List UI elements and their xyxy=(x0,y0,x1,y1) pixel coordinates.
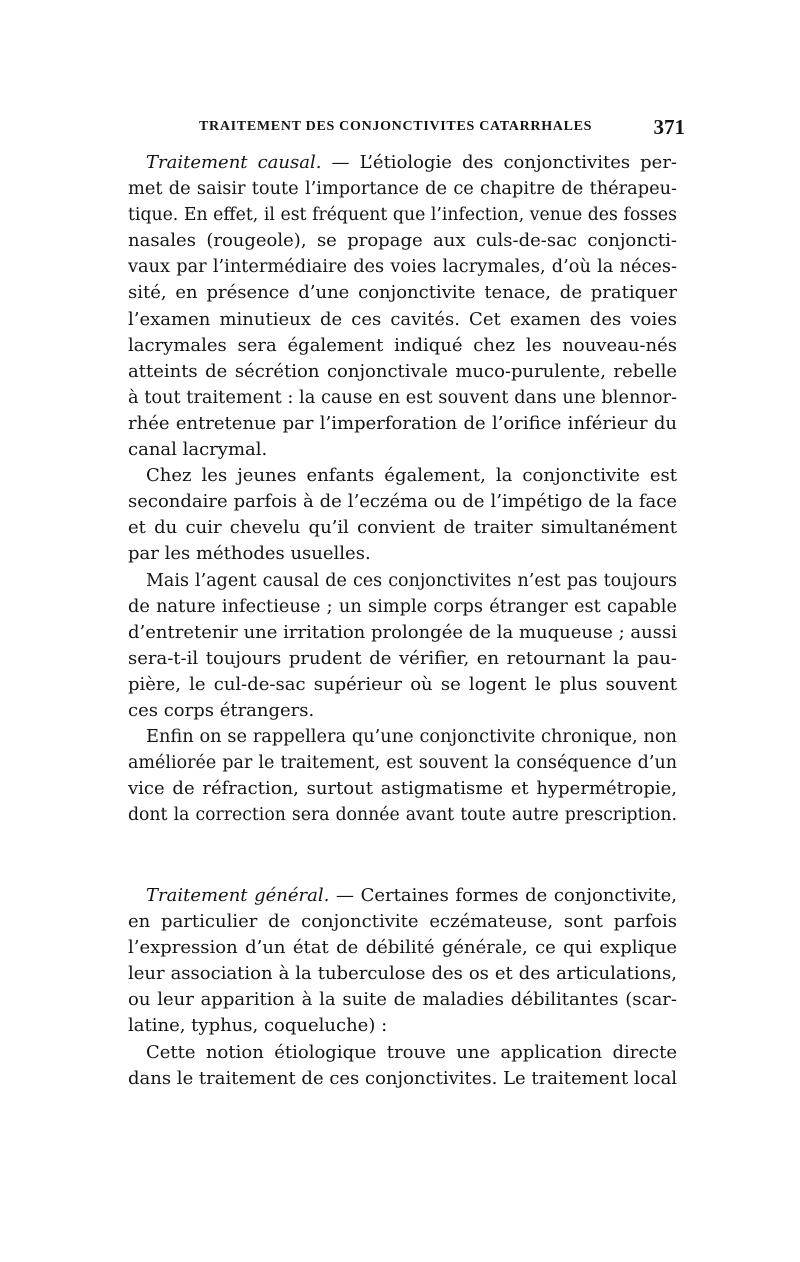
section-general-first-line: Traitement général. — Certaines formes de conjonctivite, xyxy=(146,885,677,906)
text-line: sera-t-il toujours prudent de vérifier, en retournant la pau- xyxy=(128,647,677,669)
text-line: Enfin on se rappellera qu’une conjonctivite chronique, non xyxy=(146,727,677,748)
text-line: leur association à la tuberculose des os et des articulations, xyxy=(128,963,677,985)
text-line: ces corps étrangers. xyxy=(128,699,315,721)
text-line: atteints de sécrétion conjonctivale muco-purulente, rebelle xyxy=(128,360,677,382)
body-text-upper xyxy=(128,150,677,828)
section-heading-general: Traitement général. xyxy=(146,885,330,906)
text-line: lacrymales sera également indiqué chez les nouveau-nés xyxy=(128,334,677,356)
text-line: dont la correction sera donnée avant toute autre prescription. xyxy=(128,805,677,826)
text-line: par les méthodes usuelles. xyxy=(128,543,371,565)
text-line: ou leur apparition à la suite de maladies débilitantes (scar- xyxy=(128,989,677,1011)
text-line: canal lacrymal. xyxy=(128,439,268,461)
page-number: 371 xyxy=(653,115,685,139)
text-line: tique. En effet, il est fréquent que l’infection, venue des fosses xyxy=(128,205,677,226)
text-line: Chez les jeunes enfants également, la conjonctivite est xyxy=(146,465,677,487)
text-line: rhée entretenue par l’imperforation de l’orifice inférieur du xyxy=(128,412,677,434)
running-header xyxy=(199,117,685,139)
text-line: latine, typhus, coqueluche) : xyxy=(128,1015,388,1037)
text-line: améliorée par le traitement, est souvent la conséquence d’un xyxy=(128,753,677,774)
text-line: d’entretenir une irritation prolongée de la muqueuse ; aussi xyxy=(128,621,677,643)
text-line: de nature infectieuse ; un simple corps étranger est capable xyxy=(128,596,677,617)
text-line: et du cuir chevelu qu’il convient de traiter simultanément xyxy=(128,517,677,539)
text-line: nasales (rougeole), se propage aux culs-de-sac conjoncti- xyxy=(128,230,677,252)
text-line: sité, en présence d’une conjonctivite tenace, de pratiquer xyxy=(128,282,677,304)
section-heading-causal: Traitement causal. xyxy=(146,152,322,173)
text-line: dans le traitement de ces conjonctivites. Le traitement local xyxy=(128,1067,677,1089)
text-line: en particulier de conjonctivite eczémateuse, sont parfois xyxy=(128,911,677,933)
text-line: vice de réfraction, surtout astigmatisme et hypermétropie, xyxy=(128,778,677,800)
text-line: à tout traitement : la cause en est souvent dans une blennor- xyxy=(128,387,677,408)
text-line: vaux par l’intermédiaire des voies lacrymales, d’où la néces- xyxy=(128,257,677,278)
section-causal-first-line: Traitement causal. — L’étiologie des conjonctivites per- xyxy=(146,152,677,173)
text-line: pière, le cul-de-sac supérieur où se logent le plus souvent xyxy=(128,673,677,695)
text-line: l’examen minutieux de ces cavités. Cet examen des voies xyxy=(128,308,677,330)
text-line: Cette notion étiologique trouve une application directe xyxy=(146,1041,677,1063)
text-line: l’expression d’un état de débilité générale, ce qui explique xyxy=(128,937,677,959)
text-line: secondaire parfois à de l’eczéma ou de l’impétigo de la face xyxy=(128,491,677,513)
body-text-lower xyxy=(128,883,677,1092)
text-line: met de saisir toute l’importance de ce chapitre de thérapeu- xyxy=(128,179,677,200)
text-line: Mais l’agent causal de ces conjonctivites n’est pas toujours xyxy=(146,570,677,591)
running-title: TRAITEMENT DES CONJONCTIVITES CATARRHALES xyxy=(199,119,593,134)
